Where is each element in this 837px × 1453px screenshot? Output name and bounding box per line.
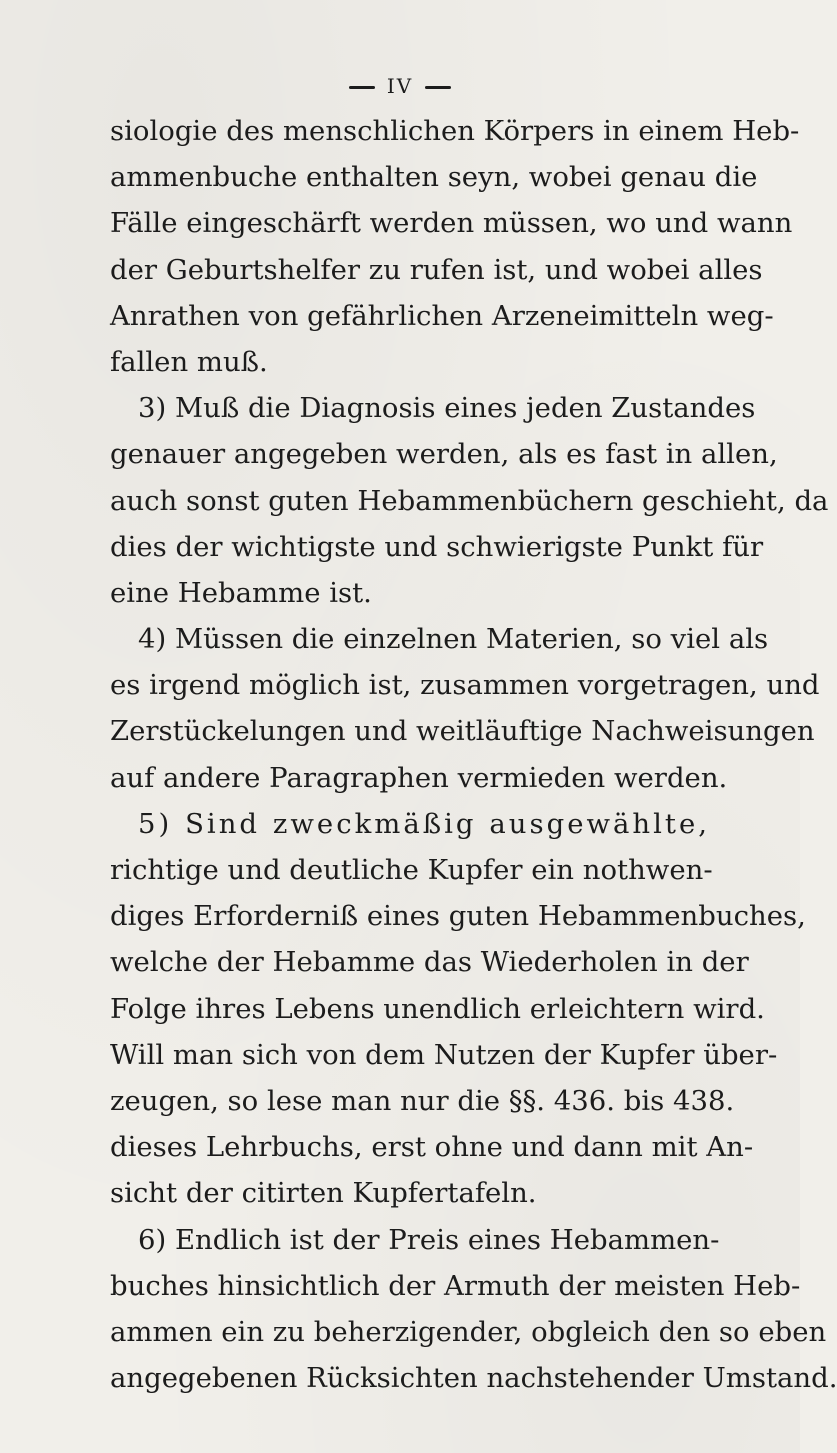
ornament-dash-right — [425, 86, 451, 89]
text-line: buches hinsichtlich der Armuth der meisten Heb- — [110, 1269, 801, 1302]
running-head — [0, 74, 800, 98]
text-line: eine Hebamme ist. — [110, 576, 372, 609]
text-line: Will man sich von dem Nutzen der Kupfer über- — [110, 1038, 778, 1071]
text-line: Zerstückelungen und weitläuftige Nachweisungen — [110, 715, 815, 748]
text-line: sicht der citirten Kupfertafeln. — [110, 1177, 537, 1210]
text-line: genauer angegeben werden, als es fast in allen, — [110, 438, 778, 471]
page-number-roman: IV — [386, 74, 414, 98]
text-line: 6) Endlich ist der Preis eines Hebammen- — [138, 1223, 720, 1256]
body-text — [110, 108, 837, 1401]
text-line: Anrathen von gefährlichen Arzeneimitteln weg- — [110, 299, 774, 332]
text-line: richtige und deutliche Kupfer ein nothwen- — [110, 854, 713, 886]
text-line: ammenbuche enthalten seyn, wobei genau die — [110, 161, 758, 194]
text-line: 4) Müssen die einzelnen Materien, so viel als — [138, 623, 769, 656]
ornament-dash-left — [349, 86, 375, 89]
text-line: auf andere Paragraphen vermieden werden. — [110, 761, 728, 794]
text-line: welche der Hebamme das Wiederholen in der — [110, 946, 749, 979]
text-line: ammen ein zu beherzigender, obgleich den so eben — [110, 1315, 827, 1348]
text-line: Fälle eingeschärft werden müssen, wo und wann — [110, 207, 793, 240]
text-line: auch sonst guten Hebammenbüchern geschieht, da — [110, 484, 829, 517]
text-line: zeugen, so lese man nur die §§. 436. bis 438. — [110, 1084, 735, 1117]
text-line: Folge ihres Lebens unendlich erleichtern wird. — [110, 992, 765, 1025]
text-line: dies der wichtigste und schwierigste Punkt für — [110, 530, 764, 563]
text-line: der Geburtshelfer zu rufen ist, und wobei alles — [110, 253, 763, 286]
text-line: siologie des menschlichen Körpers in einem Heb- — [110, 115, 800, 147]
text-line: dieses Lehrbuchs, erst ohne und dann mit An- — [110, 1131, 754, 1164]
text-line: angegebenen Rücksichten nachstehender Umstand. — [110, 1362, 837, 1395]
text-line: diges Erforderniß eines guten Hebammenbuches, — [110, 900, 806, 933]
text-line: es irgend möglich ist, zusammen vorgetragen, und — [110, 669, 820, 702]
text-line: 3) Muß die Diagnosis eines jeden Zustandes — [138, 392, 756, 425]
text-line: 5) Sind zweckmäßig ausgewählte, — [138, 807, 710, 840]
text-line: fallen muß. — [110, 345, 268, 378]
